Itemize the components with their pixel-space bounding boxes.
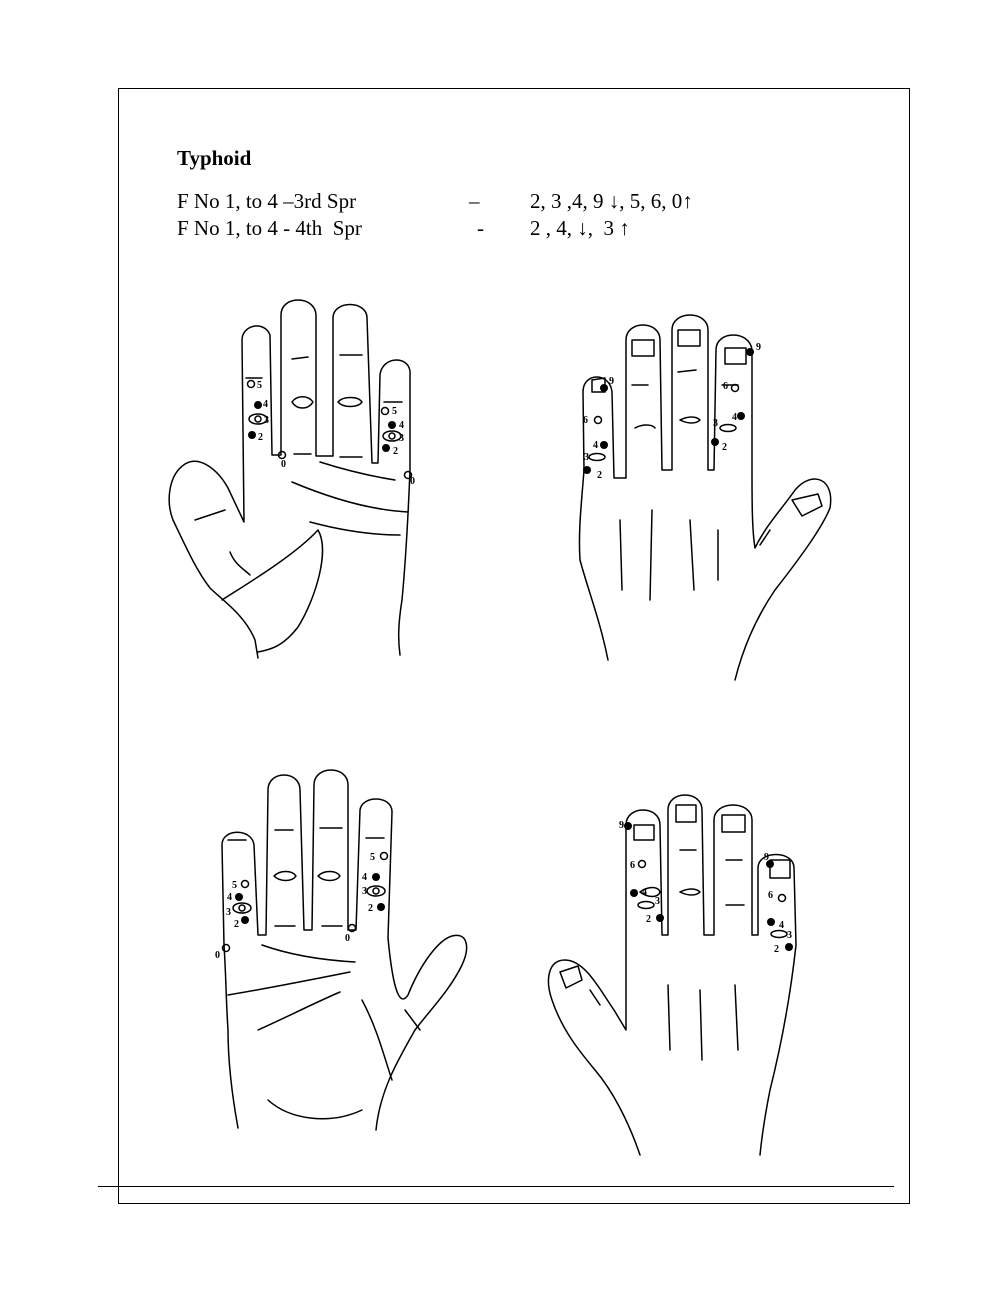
svg-text:2: 2 [722, 442, 727, 453]
svg-text:2: 2 [234, 919, 239, 930]
hand-palm-top-left [169, 300, 410, 658]
svg-text:5: 5 [232, 880, 237, 891]
svg-text:6: 6 [630, 860, 635, 871]
svg-text:9: 9 [764, 852, 769, 863]
svg-text:5: 5 [257, 380, 262, 391]
svg-text:4: 4 [593, 440, 598, 451]
svg-text:4: 4 [362, 872, 367, 883]
hand-dorsal-bottom-right [548, 795, 796, 1155]
prescription-fingers: F No 1, to 4 –3rd Spr [177, 189, 357, 213]
page-title: Typhoid [177, 146, 252, 170]
svg-text:2: 2 [597, 470, 602, 481]
svg-text:2: 2 [393, 446, 398, 457]
prescription-separator: – [469, 189, 480, 213]
hand-palm-bottom-left [222, 770, 467, 1130]
svg-text:4: 4 [227, 892, 232, 903]
svg-text:0: 0 [215, 950, 220, 961]
svg-text:0: 0 [345, 933, 350, 944]
svg-text:3: 3 [655, 896, 660, 907]
svg-text:3: 3 [362, 886, 367, 897]
svg-text:2: 2 [258, 432, 263, 443]
svg-text:9: 9 [619, 820, 624, 831]
svg-text:4: 4 [399, 420, 404, 431]
svg-text:4: 4 [263, 399, 268, 410]
svg-text:4: 4 [732, 412, 737, 423]
svg-text:6: 6 [768, 890, 773, 901]
svg-text:2: 2 [774, 944, 779, 955]
svg-text:6: 6 [723, 381, 728, 392]
prescription-points: 2, 3 ,4, 9 ↓, 5, 6, 0↑ [530, 189, 693, 213]
svg-text:3: 3 [226, 907, 231, 918]
svg-text:3: 3 [787, 930, 792, 941]
svg-text:0: 0 [410, 476, 415, 487]
prescription-points: 2 , 4, ↓, 3 ↑ [530, 216, 630, 240]
prescription-fingers: F No 1, to 4 - 4th Spr [177, 216, 362, 240]
hand-dorsal-top-right [579, 315, 830, 680]
svg-text:6: 6 [583, 415, 588, 426]
svg-text:3: 3 [584, 452, 589, 463]
svg-text:2: 2 [646, 914, 651, 925]
svg-text:3: 3 [399, 433, 404, 444]
svg-text:5: 5 [392, 406, 397, 417]
svg-text:4: 4 [642, 887, 647, 898]
prescription-separator: - [477, 216, 484, 240]
svg-text:3: 3 [264, 415, 269, 426]
svg-text:2: 2 [368, 903, 373, 914]
svg-text:5: 5 [370, 852, 375, 863]
svg-text:9: 9 [609, 376, 614, 387]
svg-text:4: 4 [779, 920, 784, 931]
svg-text:3: 3 [713, 418, 718, 429]
svg-text:0: 0 [281, 459, 286, 470]
svg-text:9: 9 [756, 342, 761, 353]
